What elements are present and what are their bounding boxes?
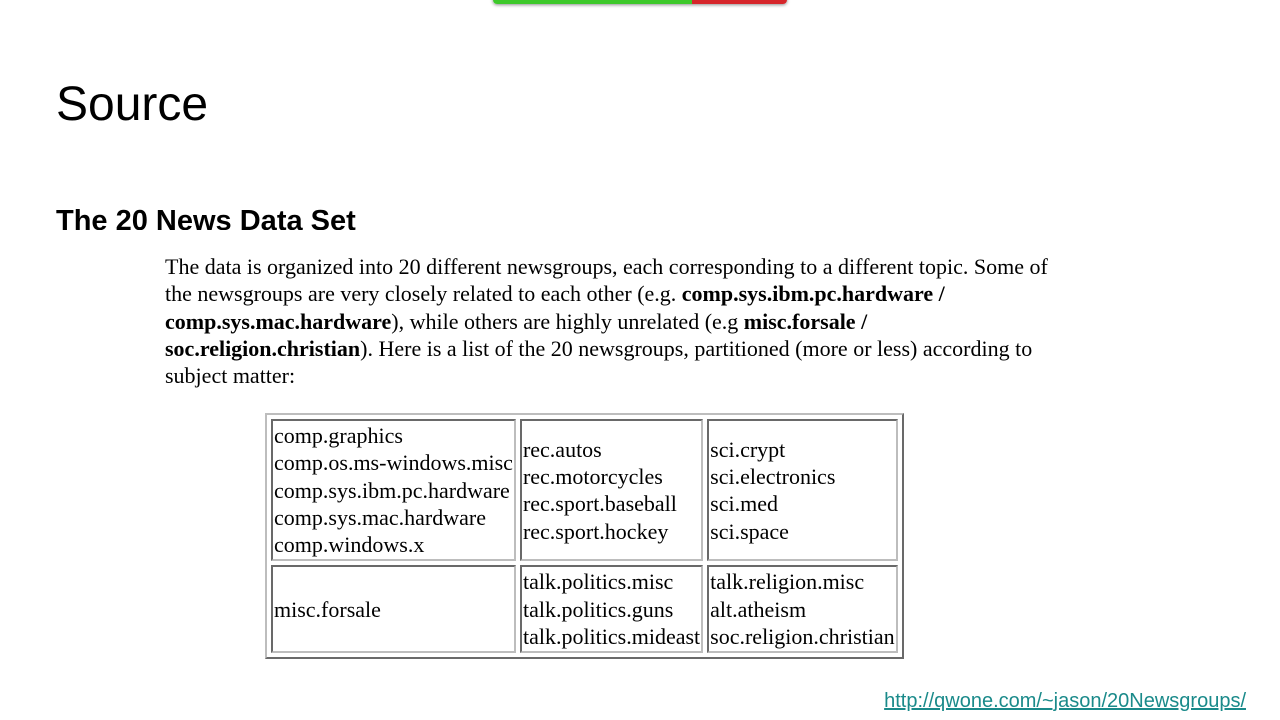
dataset-description-excerpt xyxy=(165,253,1065,389)
newsgroup-name: talk.politics.misc xyxy=(522,569,674,595)
toolbar-red-segment xyxy=(692,0,787,4)
newsgroup-name: comp.os.ms-windows.misc xyxy=(274,450,513,476)
newsgroup-name: rec.sport.baseball xyxy=(522,491,677,517)
subtitle-container xyxy=(56,202,756,230)
newsgroup-name: comp.sys.ibm.pc.hardware xyxy=(274,477,510,503)
newsgroup-name: sci.crypt xyxy=(710,436,786,462)
newsgroup-name: soc.religion.christian xyxy=(710,624,895,650)
table-cell xyxy=(271,419,516,561)
presentation-toolbar-edge xyxy=(493,0,787,4)
table-cell xyxy=(520,565,703,653)
table-cell xyxy=(707,419,898,561)
unrelated-groups-example: misc.forsale / soc.religion.christian xyxy=(165,308,868,361)
newsgroup-name: talk.religion.misc xyxy=(710,569,865,595)
toolbar-green-segment xyxy=(493,0,692,4)
newsgroup-name: alt.atheism xyxy=(710,596,807,622)
newsgroup-name: sci.med xyxy=(710,491,778,517)
newsgroup-name: rec.motorcycles xyxy=(522,463,663,489)
newsgroup-name: rec.sport.hockey xyxy=(522,518,669,544)
newsgroup-name: sci.space xyxy=(710,518,789,544)
related-groups-example: comp.sys.ibm.pc.hardware / comp.sys.mac.hardware xyxy=(165,281,945,334)
slide-subtitle: The 20 News Data Set xyxy=(56,205,356,230)
newsgroup-name: misc.forsale xyxy=(274,596,381,622)
table-cell xyxy=(707,565,898,653)
newsgroup-name: sci.electronics xyxy=(710,463,836,489)
newsgroup-name: talk.politics.guns xyxy=(522,596,674,622)
newsgroup-name: comp.sys.mac.hardware xyxy=(274,504,486,530)
table-cell xyxy=(271,565,516,653)
table-row xyxy=(271,419,898,561)
description-text: The data is organized into 20 different newsgroups, each corresponding to a different topic. Some of the newsgroups are very closely related to each other (e.g. xyxy=(165,254,1048,307)
description-text: ). Here is a list of the 20 newsgroups, partitioned (more or less) according to subject matter: xyxy=(165,335,1033,389)
newsgroup-name: rec.autos xyxy=(522,436,602,462)
table-cell xyxy=(520,419,703,561)
slide-title: Source xyxy=(56,78,209,131)
description-text: ), while others are highly unrelated (e.g xyxy=(391,308,744,334)
newsgroups-table xyxy=(265,413,904,659)
source-link[interactable]: http://qwone.com/~jason/20Newsgroups/ xyxy=(884,690,1246,712)
newsgroup-name: comp.windows.x xyxy=(274,532,425,558)
newsgroup-name: comp.graphics xyxy=(274,423,403,448)
newsgroup-name: talk.politics.mideast xyxy=(522,624,701,650)
table-row xyxy=(271,565,898,653)
description-paragraph xyxy=(165,253,1065,389)
